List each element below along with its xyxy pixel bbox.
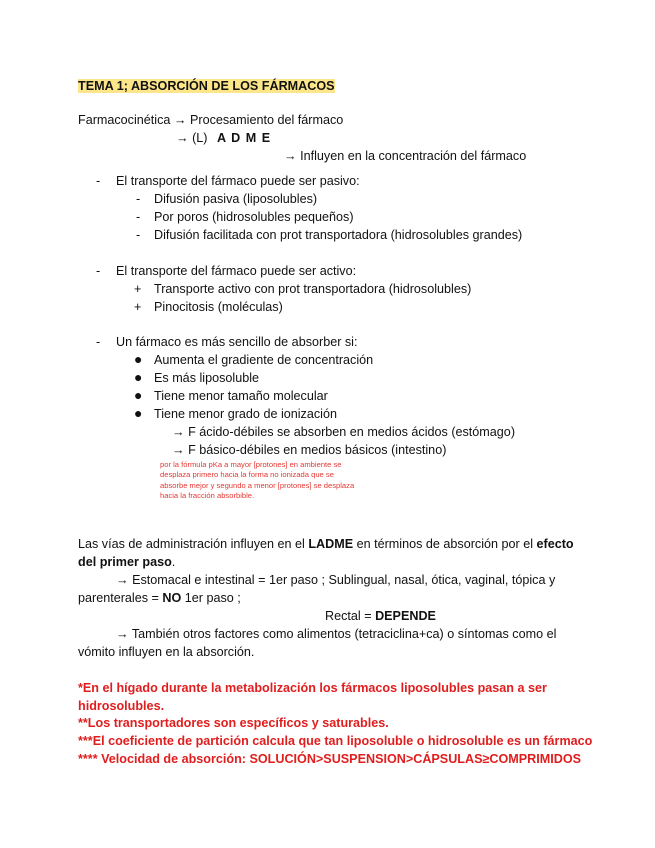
- bullet-icon: ●: [134, 351, 143, 367]
- note-liver: *En el hígado durante la metabolización los fármacos liposolubles pasan a ser: [78, 681, 547, 695]
- list-item: Pinocitosis (moléculas): [154, 300, 283, 314]
- ladme-letters: A D M E: [216, 131, 272, 145]
- note-transporters: **Los transportadores son específicos y saturables.: [78, 716, 389, 730]
- active-heading: El transporte del fármaco puede ser activo:: [116, 264, 357, 278]
- text-span: en términos de absorción por el: [353, 537, 537, 551]
- list-item: Transporte activo con prot transportadora (hidrosolubles): [154, 282, 472, 296]
- list-marker: -: [96, 264, 101, 278]
- note-partition: ***El coeficiente de partición calcula que tan liposoluble o hidrosoluble es un fármaco: [78, 734, 593, 748]
- list-item: Difusión facilitada con prot transportadora (hidrosolubles grandes): [154, 228, 523, 242]
- text-span: parenterales =: [78, 591, 163, 605]
- list-marker: -: [96, 335, 101, 349]
- bullet-icon: ●: [134, 387, 143, 403]
- note-liver-cont: hidrosolubles.: [78, 699, 165, 713]
- routes-paragraph-line2: [78, 555, 175, 569]
- rectal-line: [325, 609, 436, 623]
- page-title: TEMA 1; ABSORCIÓN DE LOS FÁRMACOS: [78, 79, 335, 93]
- pharmacokinetics-line: Farmacocinética → Procesamiento del fármaco: [78, 113, 344, 127]
- list-marker: -: [136, 192, 141, 206]
- base-weak-line: → F básico-débiles en medios básicos (intestino): [172, 443, 447, 457]
- list-item: Tiene menor tamaño molecular: [154, 389, 328, 403]
- easier-heading: Un fármaco es más sencillo de absorber si:: [116, 335, 358, 349]
- note-absorption-speed: **** Velocidad de absorción: SOLUCIÓN>SUSPENSION>CÁPSULAS≥COMPRIMIDOS: [78, 752, 582, 766]
- no-term: NO: [162, 591, 182, 605]
- ladme-line: [176, 131, 271, 145]
- routes-parenteral-line: [78, 591, 241, 605]
- bullet-icon: ●: [134, 369, 143, 385]
- text-span: .: [171, 555, 176, 569]
- routes-paragraph-line1: [78, 537, 574, 551]
- other-factors-line2: vómito influyen en la absorción.: [78, 645, 255, 659]
- first-pass-term: del primer paso: [78, 555, 172, 569]
- acid-weak-line: → F ácido-débiles se absorben en medios ácidos (estómago): [172, 425, 516, 439]
- list-marker: +: [134, 300, 142, 314]
- list-item: Tiene menor grado de ionización: [154, 407, 337, 421]
- text-span: Las vías de administración influyen en el: [78, 537, 309, 551]
- list-item: Aumenta el gradiente de concentración: [154, 353, 374, 367]
- list-item: Difusión pasiva (liposolubles): [154, 192, 318, 206]
- list-marker: -: [136, 228, 141, 242]
- ladme-arrow: → (L): [176, 131, 208, 145]
- text-span: Rectal =: [325, 609, 376, 623]
- handwritten-note: por la fórmula pKa a mayor [protones] en ambiente se desplaza primero hacia la forma no ionizada que se absorbe mejor y segundo a menor [protones] se desplaza hacia la fracción absorbible.: [160, 460, 355, 501]
- list-marker: -: [96, 174, 101, 188]
- first-pass-term: efecto: [536, 537, 574, 551]
- influence-line: → Influyen en la concentración del fármaco: [284, 149, 527, 163]
- ladme-term: LADME: [308, 537, 354, 551]
- text-span: 1er paso ;: [181, 591, 241, 605]
- bullet-icon: ●: [134, 405, 143, 421]
- passive-heading: El transporte del fármaco puede ser pasivo:: [116, 174, 360, 188]
- list-marker: -: [136, 210, 141, 224]
- list-marker: +: [134, 282, 142, 296]
- routes-first-pass-line: → Estomacal e intestinal = 1er paso ; Sublingual, nasal, ótica, vaginal, tópica y: [116, 573, 556, 587]
- depende-term: DEPENDE: [375, 609, 436, 623]
- other-factors-line: → También otros factores como alimentos (tetraciclina+ca) o síntomas como el: [116, 627, 557, 641]
- list-item: Es más liposoluble: [154, 371, 259, 385]
- list-item: Por poros (hidrosolubles pequeños): [154, 210, 354, 224]
